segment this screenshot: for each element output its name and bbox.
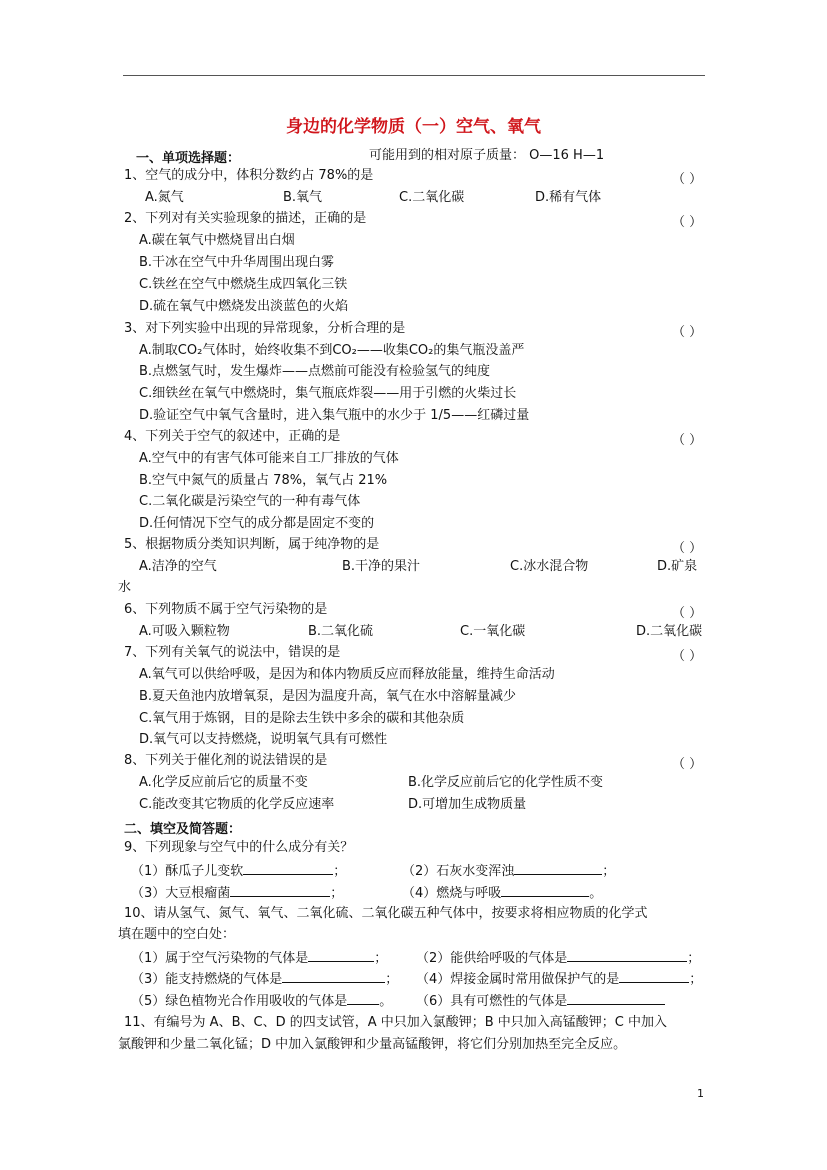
- answer-paren: （ ）: [672, 606, 703, 621]
- option: A.氮气: [145, 190, 184, 205]
- question-stem: 8、下列关于催化剂的说法错误的是: [124, 753, 328, 768]
- option: C.氧气用于炼钢，目的是除去生铁中多余的碳和其他杂质: [139, 711, 465, 726]
- option: C.铁丝在空气中燃烧生成四氧化三铁: [139, 277, 348, 292]
- question-stem: 7、下列有关氧气的说法中，错误的是: [124, 645, 341, 660]
- fill-item: （3）能支持燃烧的气体是 ；: [131, 972, 399, 987]
- answer-blank[interactable]: [282, 970, 385, 983]
- fill-item: （3）大豆根瘤菌 ；: [131, 886, 344, 901]
- section-heading-choice: 一、单项选择题：: [136, 151, 241, 166]
- option: D.验证空气中氧气含量时，进入集气瓶中的水少于 1/5——红磷过量: [139, 408, 530, 423]
- fill-item: （2）能供给呼吸的气体是 ；: [416, 951, 701, 966]
- answer-paren: （ ）: [672, 649, 703, 664]
- fill-item: （4）焊接金属时常用做保护气的是 ；: [416, 972, 703, 987]
- answer-paren: （ ）: [672, 757, 703, 772]
- option: A.空气中的有害气体可能来自工厂排放的气体: [139, 451, 399, 466]
- answer-paren: （ ）: [672, 433, 703, 448]
- atomic-mass-note: 可能用到的相对原子质量： O—16 H—1: [369, 148, 605, 163]
- option: A.可吸入颗粒物: [139, 624, 230, 639]
- answer-blank[interactable]: [347, 992, 379, 1005]
- option: B.化学反应前后它的化学性质不变: [408, 775, 604, 790]
- option: C.冰水混合物: [510, 559, 589, 574]
- question-stem: 3、对下列实验中出现的异常现象，分析合理的是: [124, 321, 406, 336]
- option: B.夏天鱼池内放增氧泵，是因为温度升高，氧气在水中溶解量减少: [139, 689, 517, 704]
- fill-item: （1）酥瓜子儿变软 ；: [131, 864, 347, 879]
- question-stem: 1、空气的成分中，体积分数约占 78%的是: [124, 168, 374, 183]
- option: B.二氧化硫: [308, 624, 374, 639]
- question-stem: 10、请从氢气、氮气、氧气、二氧化硫、二氧化碳五种气体中，按要求将相应物质的化学式: [124, 906, 648, 921]
- section-heading-fill: 二、填空及简答题：: [124, 822, 242, 837]
- option: B.空气中氮气的质量占 78%，氧气占 21%: [139, 473, 388, 488]
- question-stem: 9、下列现象与空气中的什么成分有关？: [124, 840, 354, 855]
- option-wrap: 水: [118, 580, 132, 595]
- answer-paren: （ ）: [672, 215, 703, 230]
- option: C.能改变其它物质的化学反应速率: [139, 797, 335, 812]
- page-number: 1: [697, 1087, 704, 1100]
- answer-blank[interactable]: [567, 949, 687, 962]
- option: C.二氧化碳是污染空气的一种有毒气体: [139, 494, 361, 509]
- question-stem: 2、下列对有关实验现象的描述，正确的是: [124, 211, 367, 226]
- option: B.氧气: [283, 190, 323, 205]
- option: A.碳在氧气中燃烧冒出白烟: [139, 233, 295, 248]
- option: A.洁净的空气: [139, 559, 217, 574]
- option: D.可增加生成物质量: [408, 797, 527, 812]
- answer-paren: （ ）: [672, 325, 703, 340]
- fill-item: （1）属于空气污染物的气体是 ；: [131, 951, 388, 966]
- option: A.制取CO₂气体时，始终收集不到CO₂——收集CO₂的集气瓶没盖严: [139, 343, 525, 358]
- question-stem: 11、有编号为 A、B、C、D 的四支试管，A 中只加入氯酸钾；B 中只加入高锰酸钾；C 中加入: [124, 1015, 667, 1030]
- fill-item: （6）具有可燃性的气体是: [416, 992, 665, 1010]
- option: D.硫在氧气中燃烧发出淡蓝色的火焰: [139, 299, 349, 314]
- option: D.任何情况下空气的成分都是固定不变的: [139, 516, 375, 531]
- option: B.干冰在空气中升华周围出现白雾: [139, 255, 335, 270]
- option: C.一氧化碳: [460, 624, 526, 639]
- answer-blank[interactable]: [308, 949, 374, 962]
- fill-item: （4）燃烧与呼吸 。: [402, 886, 603, 901]
- option: B.干净的果汁: [342, 559, 421, 574]
- answer-blank[interactable]: [501, 884, 589, 897]
- answer-blank[interactable]: [243, 862, 333, 875]
- fill-item: （2）石灰水变浑浊 ；: [402, 864, 616, 879]
- question-stem: 4、下列关于空气的叙述中，正确的是: [124, 429, 341, 444]
- question-stem-cont: 填在题中的空白处：: [118, 927, 236, 942]
- page-title: 身边的化学物质（一）空气、氧气: [286, 117, 541, 137]
- option: D.氧气可以支持燃烧，说明氧气具有可燃性: [139, 732, 388, 747]
- question-stem: 6、下列物质不属于空气污染物的是: [124, 602, 328, 617]
- answer-blank[interactable]: [567, 992, 665, 1005]
- header-rule: [123, 75, 705, 76]
- answer-blank[interactable]: [514, 862, 602, 875]
- answer-paren: （ ）: [672, 172, 703, 187]
- option: B.点燃氢气时，发生爆炸——点燃前可能没有检验氢气的纯度: [139, 364, 491, 379]
- question-stem-cont: 氯酸钾和少量二氧化锰；D 中加入氯酸钾和少量高锰酸钾，将它们分别加热至完全反应。: [118, 1037, 627, 1052]
- option: A.化学反应前后它的质量不变: [139, 775, 308, 790]
- option: C.二氧化碳: [399, 190, 465, 205]
- fill-item: （5）绿色植物光合作用吸收的气体是 。: [131, 994, 393, 1009]
- option: D.二氧化碳: [636, 624, 703, 639]
- answer-blank[interactable]: [619, 970, 689, 983]
- answer-paren: （ ）: [672, 541, 703, 556]
- option: C.细铁丝在氧气中燃烧时，集气瓶底炸裂——用于引燃的火柴过长: [139, 386, 517, 401]
- option: D.稀有气体: [535, 190, 602, 205]
- answer-blank[interactable]: [230, 884, 330, 897]
- option: A.氧气可以供给呼吸，是因为和体内物质反应而释放能量，维持生命活动: [139, 667, 555, 682]
- question-stem: 5、根据物质分类知识判断，属于纯净物的是: [124, 537, 380, 552]
- option: D.矿泉: [657, 559, 698, 574]
